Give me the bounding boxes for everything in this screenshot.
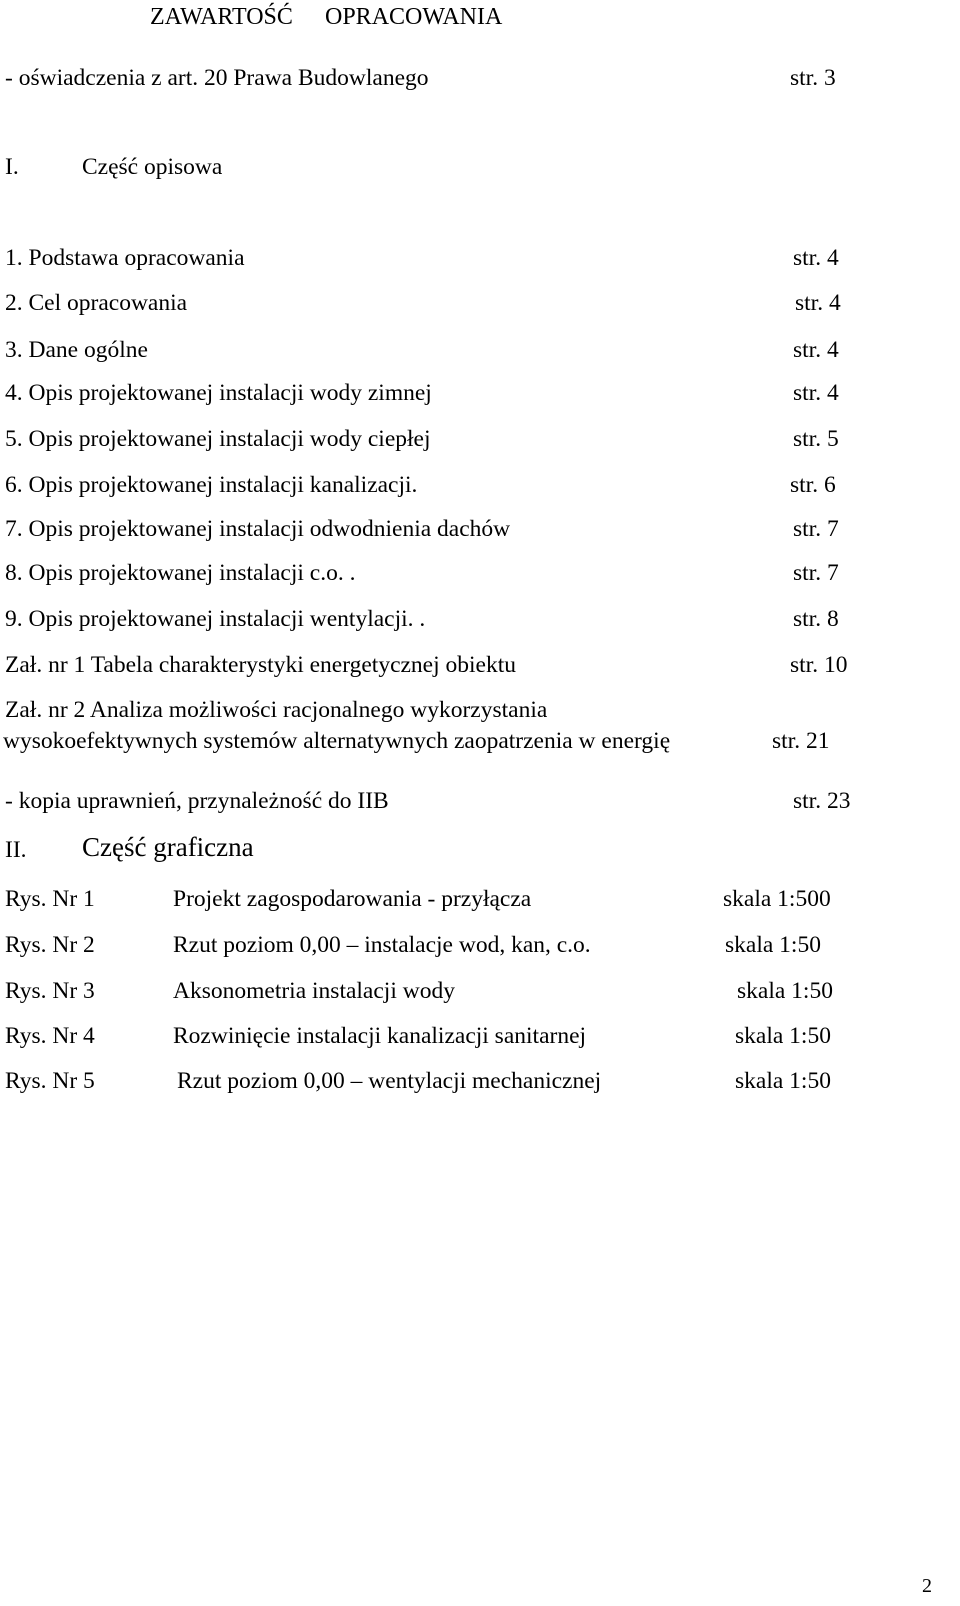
drawing-1-title: Projekt zagospodarowania - przyłącza: [173, 886, 532, 912]
toc-entry-7-page: str. 7: [793, 516, 839, 542]
drawing-3-title: Aksonometria instalacji wody: [173, 978, 455, 1004]
intro-page: str. 3: [790, 65, 836, 91]
drawing-4-number: Rys. Nr 4: [5, 1023, 95, 1049]
toc-entry-5-label: 5. Opis projektowanej instalacji wody ciepłej: [5, 426, 431, 452]
toc-entry-2-label: 2. Cel opracowania: [5, 290, 188, 316]
toc-entry-3-label: 3. Dane ogólne: [5, 337, 148, 363]
part2-number: II.: [5, 837, 27, 863]
page-number: 2: [922, 1575, 932, 1597]
kopia-page: str. 23: [793, 788, 851, 814]
drawing-5-number: Rys. Nr 5: [5, 1068, 95, 1094]
kopia-label: - kopia uprawnień, przynależność do IIB: [5, 788, 389, 814]
toc-entry-4-label: 4. Opis projektowanej instalacji wody zimnej: [5, 380, 432, 406]
part1-heading: Część opisowa: [82, 154, 223, 180]
drawing-1-scale: skala 1:500: [723, 886, 831, 912]
toc-entry-zal1-page: str. 10: [790, 652, 848, 678]
zal2-line1: Zał. nr 2 Analiza możliwości racjonalnego wykorzystania: [5, 697, 548, 723]
toc-entry-9-page: str. 8: [793, 606, 839, 632]
drawing-1-number: Rys. Nr 1: [5, 886, 95, 912]
toc-entry-8-page: str. 7: [793, 560, 839, 586]
part1-number: I.: [5, 154, 19, 180]
toc-entry-zal1-label: Zał. nr 1 Tabela charakterystyki energetycznej obiektu: [5, 652, 517, 678]
drawing-3-scale: skala 1:50: [737, 978, 833, 1004]
drawing-2-scale: skala 1:50: [725, 932, 821, 958]
toc-entry-4-page: str. 4: [793, 380, 839, 406]
drawing-5-title: Rzut poziom 0,00 – wentylacji mechanicznej: [177, 1068, 602, 1094]
toc-entry-5-page: str. 5: [793, 426, 839, 452]
title-right: OPRACOWANIA: [325, 4, 503, 30]
toc-entry-1-page: str. 4: [793, 245, 839, 271]
toc-entry-7-label: 7. Opis projektowanej instalacji odwodnienia dachów: [5, 516, 511, 542]
drawing-3-number: Rys. Nr 3: [5, 978, 95, 1004]
drawing-4-title: Rozwinięcie instalacji kanalizacji sanitarnej: [173, 1023, 587, 1049]
drawing-2-title: Rzut poziom 0,00 – instalacje wod, kan, c.o.: [173, 932, 591, 958]
toc-entry-2-page: str. 4: [795, 290, 841, 316]
toc-entry-6-label: 6. Opis projektowanej instalacji kanalizacji.: [5, 472, 418, 498]
intro-label: - oświadczenia z art. 20 Prawa Budowlanego: [5, 65, 429, 91]
toc-entry-6-page: str. 6: [790, 472, 836, 498]
title-left: ZAWARTOŚĆ: [150, 4, 293, 30]
zal2-line2: wysokoefektywnych systemów alternatywnych zaopatrzenia w energię: [3, 728, 671, 754]
part2-heading: Część graficzna: [82, 832, 254, 862]
toc-entry-1-label: 1. Podstawa opracowania: [5, 245, 245, 271]
drawing-2-number: Rys. Nr 2: [5, 932, 95, 958]
zal2-page: str. 21: [772, 728, 830, 754]
toc-entry-8-label: 8. Opis projektowanej instalacji c.o. .: [5, 560, 356, 586]
toc-entry-3-page: str. 4: [793, 337, 839, 363]
drawing-5-scale: skala 1:50: [735, 1068, 831, 1094]
drawing-4-scale: skala 1:50: [735, 1023, 831, 1049]
toc-entry-9-label: 9. Opis projektowanej instalacji wentylacji. .: [5, 606, 426, 632]
